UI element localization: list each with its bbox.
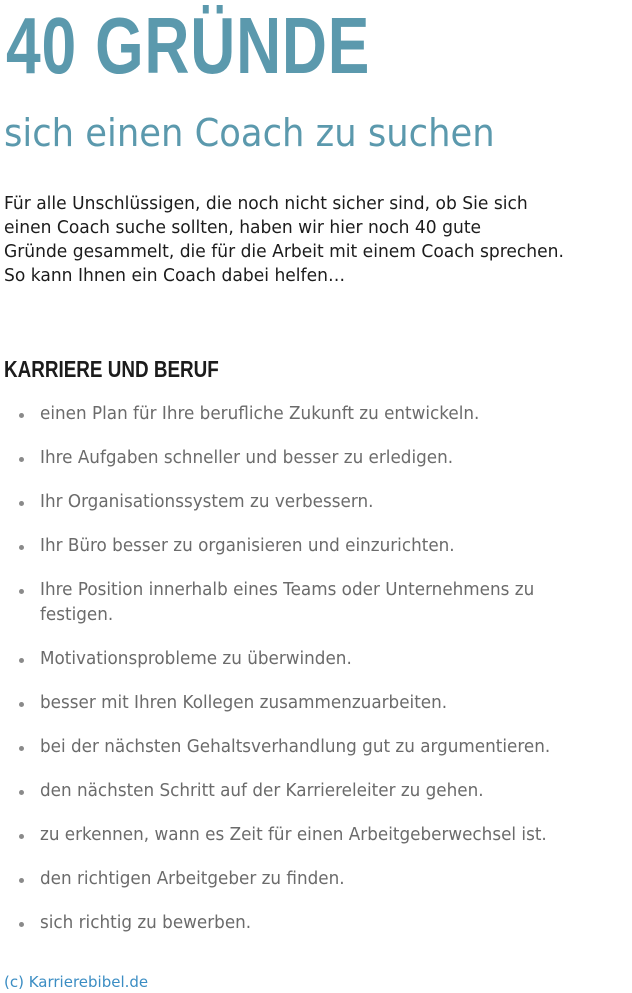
list-item: [0, 446, 632, 471]
list-item: [0, 647, 632, 672]
bullet-icon: [19, 589, 24, 594]
bullet-icon: [19, 413, 24, 418]
list-item-text: Motivationsprobleme zu überwinden.: [40, 649, 352, 669]
bullet-icon: [19, 545, 24, 550]
bullet-icon: [19, 658, 24, 663]
list-item-text: Ihr Organisationssystem zu verbessern.: [40, 492, 374, 512]
section-heading: KARRIERE UND BERUF: [4, 356, 219, 382]
intro-paragraph: [4, 192, 612, 288]
bullet-icon: [19, 922, 24, 927]
page-subtitle: sich einen Coach zu suchen: [4, 111, 495, 155]
list-item-text: einen Plan für Ihre berufliche Zukunft zu entwickeln.: [40, 404, 480, 424]
list-item-text: festigen.: [40, 605, 114, 625]
bullet-icon: [19, 501, 24, 506]
reasons-list: [0, 402, 632, 955]
bullet-icon: [19, 457, 24, 462]
list-item: [0, 867, 632, 892]
bullet-icon: [19, 746, 24, 751]
bullet-icon: [19, 790, 24, 795]
list-item-text: den nächsten Schritt auf der Karriereleiter zu gehen.: [40, 781, 484, 801]
list-item-text: den richtigen Arbeitgeber zu finden.: [40, 869, 345, 889]
list-item: [0, 490, 632, 515]
list-item-text: zu erkennen, wann es Zeit für einen Arbeitgeberwechsel ist.: [40, 825, 547, 845]
list-item: [0, 823, 632, 848]
list-item: [0, 402, 632, 427]
list-item-text: Ihr Büro besser zu organisieren und einzurichten.: [40, 536, 455, 556]
bullet-icon: [19, 702, 24, 707]
list-item: [0, 534, 632, 559]
page-title: 40 GRÜNDE: [6, 1, 371, 90]
intro-line: Gründe gesammelt, die für die Arbeit mit einem Coach sprechen.: [4, 241, 564, 262]
list-item: [0, 735, 632, 760]
intro-line: Für alle Unschlüssigen, die noch nicht sicher sind, ob Sie sich: [4, 193, 528, 214]
list-item-text: besser mit Ihren Kollegen zusammenzuarbeiten.: [40, 693, 448, 713]
list-item: [0, 911, 632, 936]
list-item-text: Ihre Aufgaben schneller und besser zu erledigen.: [40, 448, 454, 468]
copyright-link[interactable]: (c) Karrierebibel.de: [4, 973, 149, 991]
intro-line: So kann Ihnen ein Coach dabei helfen…: [4, 265, 346, 286]
list-item: [0, 779, 632, 804]
list-item: [0, 578, 632, 628]
list-item-text: bei der nächsten Gehaltsverhandlung gut zu argumentieren.: [40, 737, 551, 757]
bullet-icon: [19, 878, 24, 883]
list-item: [0, 691, 632, 716]
list-item-text: Ihre Position innerhalb eines Teams oder Unternehmens zu: [40, 580, 535, 600]
intro-line: einen Coach suche sollten, haben wir hier noch 40 gute: [4, 217, 482, 238]
list-item-text: sich richtig zu bewerben.: [40, 913, 252, 933]
bullet-icon: [19, 834, 24, 839]
